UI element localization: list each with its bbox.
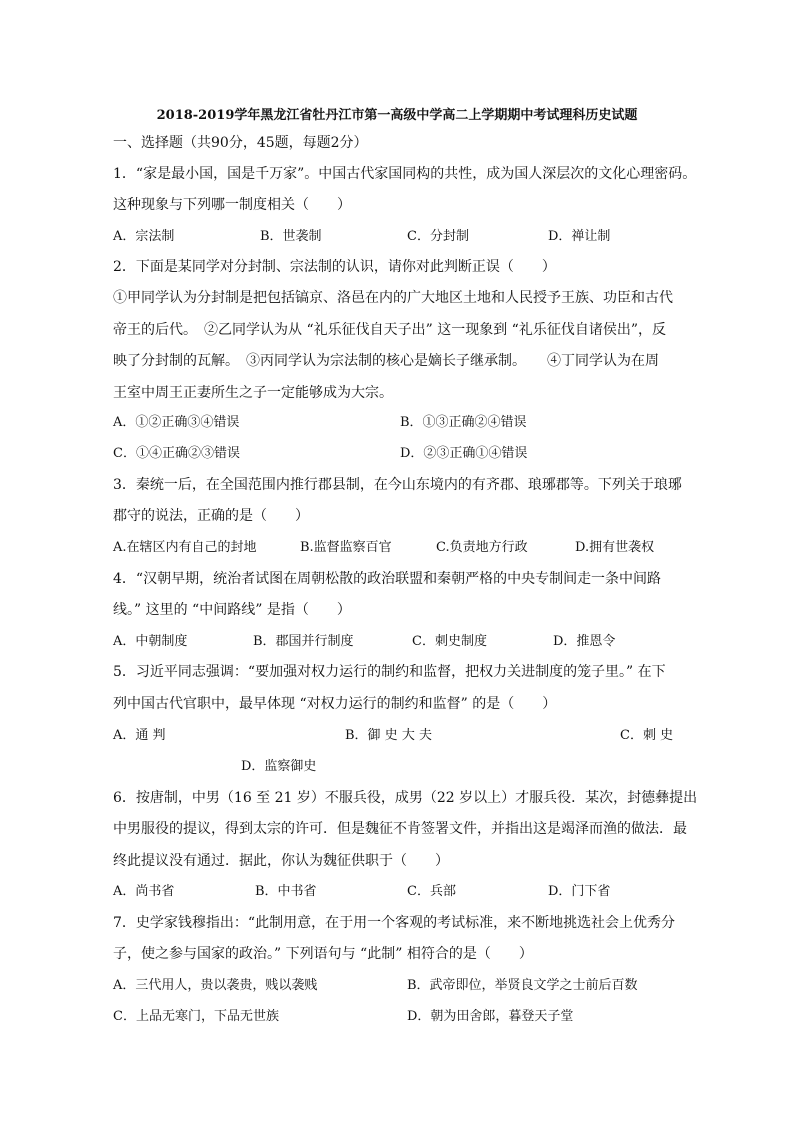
question-7-line-2: 子，使之参与国家的政治。” 下列语句与 “此制” 相符合的是（ ） (113, 946, 533, 962)
question-4-line-1: 4．“汉朝早期，统治者试图在周朝松散的政治联盟和秦朝严格的中央专制间走一条中间路 (113, 571, 662, 587)
question-3-option-a: A.在辖区内有自己的封地 (113, 540, 257, 555)
question-6-option-a: A．尚书省 (113, 884, 175, 899)
question-6-line-2: 中男服役的提议，得到太宗的许可．但是魏征不肯签署文件，并指出这是竭泽而渔的做法．最 (113, 821, 687, 837)
question-4-option-d: D．推恩令 (553, 634, 616, 649)
section-header: 一、选择题（共90分，45题，每题2分） (113, 135, 368, 151)
question-7-option-b: B．武帝即位，举贤良文学之士前后百数 (407, 978, 638, 993)
question-2-option-b: B．①③正确②④错误 (400, 415, 527, 430)
question-2-line-4: 映了分封制的瓦解。 ③丙同学认为宗法制的核心是嫡长子继承制。 ④丁同学认为在周 (113, 353, 659, 369)
page-title: 2018-2019学年黑龙江省牡丹江市第一高级中学高二上学期期中考试理科历史试题 (156, 108, 638, 123)
question-3-line-1: 3．秦统一后，在全国范围内推行郡县制，在今山东境内的有齐郡、琅琊郡等。下列关于琅琊 (113, 477, 682, 493)
question-2-line-5: 王室中周王正妻所生之子一定能够成为大宗。 (113, 385, 393, 401)
question-5-option-c: C．刺 史 (620, 728, 674, 743)
question-1-option-b: B．世袭制 (260, 229, 322, 244)
question-5-line-1: 5．习近平同志强调：“要加强对权力运行的制约和监督，把权力关进制度的笼子里。” 在下 (113, 664, 666, 680)
question-5-option-d: D．监察御史 (241, 759, 317, 774)
question-4-option-a: A．中朝制度 (113, 634, 188, 649)
question-3-option-b: B.监督监察百官 (300, 540, 392, 555)
question-1-option-a: A．宗法制 (113, 229, 175, 244)
question-6-option-d: D．门下省 (548, 884, 611, 899)
question-6-option-b: B．中书省 (255, 884, 317, 899)
question-6-option-c: C．兵部 (407, 884, 456, 899)
question-6-line-1: 6．按唐制，中男（16 至 21 岁）不服兵役，成男（22 岁以上）才服兵役．某次，封德彝提出 (113, 790, 698, 806)
question-4-option-b: B．郡国并行制度 (253, 634, 354, 649)
question-7-line-1: 7．史学家钱穆指出：“此制用意，在于用一个客观的考试标准，来不断地挑选社会上优秀分 (113, 915, 676, 931)
question-5-option-a: A．通 判 (113, 728, 166, 743)
question-7-option-c: C．上品无寒门，下品无世族 (113, 1009, 279, 1024)
question-2-option-d: D．②③正确①④错误 (400, 446, 528, 461)
question-2-line-3: 帝王的后代。 ②乙同学认为从 “礼乐征伐自天子出” 这一现象到 “礼乐征伐自诸侯出”，反 (113, 322, 666, 338)
question-7-option-d: D．朝为田舍郎，暮登天子堂 (407, 1009, 574, 1024)
question-1-line-1: 1．“家是最小国，国是千万家”。中国古代家国同构的共性，成为国人深层次的文化心理密码。 (113, 166, 697, 182)
question-4-option-c: C．刺史制度 (412, 634, 487, 649)
question-7-option-a: A．三代用人，贵以袭贵，贱以袭贱 (113, 978, 318, 993)
question-1-line-2: 这种现象与下列哪一制度相关（ ） (113, 197, 351, 213)
question-2-option-a: A．①②正确③④错误 (113, 415, 240, 430)
question-5-option-b: B．御 史 大 夫 (345, 728, 432, 743)
question-3-line-2: 郡守的说法，正确的是（ ） (113, 508, 309, 524)
question-2-line-2: ①甲同学认为分封制是把包括镐京、洛邑在内的广大地区土地和人民授予王族、功臣和古代 (113, 290, 673, 306)
question-5-line-2: 列中国古代官职中，最早体现 “对权力运行的制约和监督” 的是（ ） (113, 696, 557, 712)
question-3-option-c: C.负责地方行政 (436, 540, 528, 555)
question-2-option-c: C．①④正确②③错误 (113, 446, 240, 461)
question-1-option-c: C．分封制 (407, 229, 469, 244)
question-1-option-d: D．禅让制 (548, 229, 611, 244)
question-2-line-1: 2．下面是某同学对分封制、宗法制的认识，请你对此判断正误（ ） (113, 259, 556, 275)
question-4-line-2: 线。” 这里的 “中间路线” 是指（ ） (113, 602, 351, 618)
question-3-option-d: D.拥有世袭权 (575, 540, 655, 555)
question-6-line-3: 终此提议没有通过．据此，你认为魏征供职于（ ） (113, 853, 449, 869)
